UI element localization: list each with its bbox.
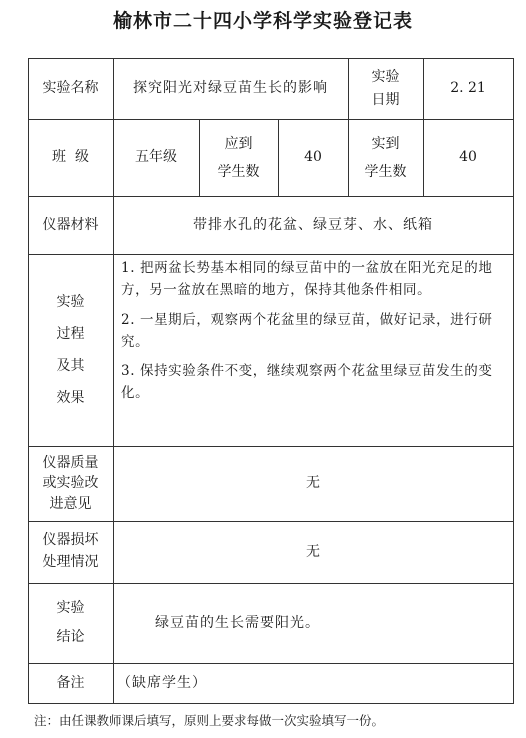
remarks-value: （缺席学生）: [117, 674, 207, 691]
quality-advice-label-line2: 或实验改: [42, 475, 99, 492]
damage-value: 无: [306, 543, 320, 560]
expected-students-label: [199, 119, 278, 196]
damage-label-line2: 处理情况: [42, 554, 99, 570]
conclusion-label-line2: 结论: [56, 629, 85, 645]
expected-students-label-line1: 应到: [224, 135, 253, 152]
actual-students-value: 40: [459, 149, 477, 166]
actual-students-label-line1: 实到: [371, 135, 400, 152]
damage-label-line1: 仪器损坏: [42, 532, 99, 549]
quality-advice-value: 无: [306, 475, 320, 492]
remarks-label: 备注: [56, 674, 85, 691]
conclusion-label-line1: 实验: [56, 599, 85, 616]
process-label-line2: 过程: [56, 325, 85, 342]
materials-label: 仪器材料: [42, 216, 99, 233]
form-title: 榆林市二十四小学科学实验登记表: [112, 10, 413, 32]
experiment-name-label: 实验名称: [42, 80, 99, 97]
process-label-line3: 及其: [56, 358, 85, 374]
quality-advice-label-line1: 仪器质量: [42, 455, 99, 472]
process-label-line1: 实验: [56, 293, 85, 310]
conclusion-label: [28, 583, 113, 663]
actual-students-label-line2: 学生数: [364, 163, 407, 180]
process-step-3: 3. 保持实验条件不变，继续观察两个花盆里绿豆苗发生的变化。: [121, 363, 493, 402]
class-value: 五年级: [135, 149, 177, 166]
process-label: [28, 254, 113, 446]
conclusion-value: 绿豆苗的生长需要阳光。: [155, 614, 320, 631]
experiment-date-label-line2: 日期: [371, 91, 400, 108]
experiment-date-label-line1: 实验: [371, 69, 400, 86]
materials-value: 带排水孔的花盆、绿豆芽、水、纸箱: [193, 216, 433, 233]
process-content: [113, 254, 513, 446]
process-label-line4: 效果: [56, 390, 85, 407]
experiment-date-label: [348, 58, 423, 119]
actual-students-label: [348, 119, 423, 196]
class-label: 班 级: [52, 149, 89, 166]
experiment-name-value: 探究阳光对绿豆苗生长的影响: [133, 80, 328, 97]
process-step-1: 1. 把两盆长势基本相同的绿豆苗中的一盆放在阳光充足的地方，另一盆放在黑暗的地方，保持其他条件相同。: [121, 260, 493, 298]
quality-advice-label-line3: 进意见: [49, 495, 92, 512]
quality-advice-label: [28, 446, 113, 521]
experiment-date-value: 2. 21: [450, 80, 486, 97]
footer-note: 注：由任课教师课后填写，原则上要求每做一次实验填写一份。: [34, 713, 385, 728]
expected-students-label-line2: 学生数: [217, 163, 260, 180]
damage-label: [28, 521, 113, 583]
registration-table: [28, 58, 514, 704]
expected-students-value: 40: [304, 149, 322, 166]
process-step-2: 2. 一星期后，观察两个花盆里的绿豆苗，做好记录，进行研究。: [121, 311, 493, 350]
